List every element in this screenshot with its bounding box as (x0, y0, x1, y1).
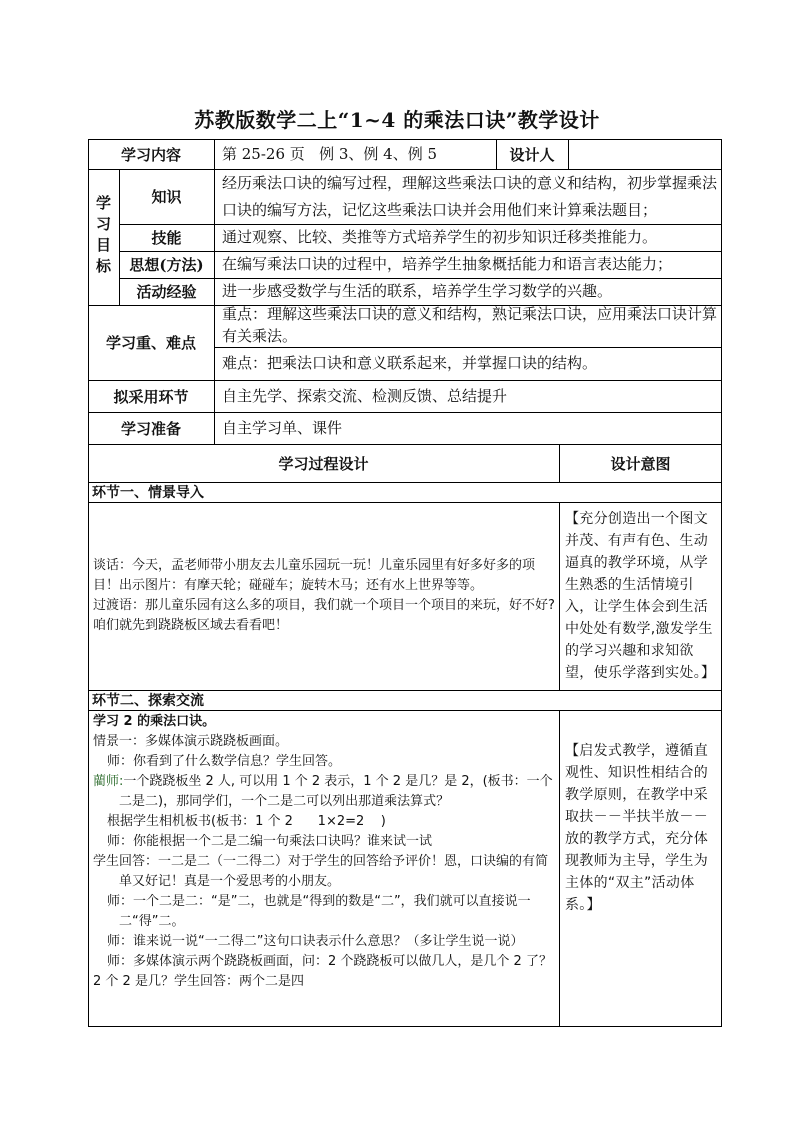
content-value: 第 25-26 页 例 3、例 4、例 5 (222, 144, 438, 163)
goal-text-method: 在编写乘法口诀的过程中，培养学生抽象概括能力和语言表达能力； (222, 255, 673, 273)
section2-subtitle: 学习 2 的乘法口诀。 (93, 714, 216, 729)
section2-line: 根据学生相机板书(板书：1 个 2 1×2=2 ) (107, 814, 386, 829)
section2-line: 情景一：多媒体演示跷跷板画面。 (93, 734, 289, 749)
section2-line: 师：你能根据一个二是二编一句乘法口诀吗？谁来试一试 (107, 834, 433, 849)
designer-label: 设计人 (509, 145, 555, 164)
section2-line: 藺师:一个跷跷板坐 2 人, 可以用 1 个 2 表示，1 个 2 是几？是 2，(板书：一个二是二)，那同学们，一个二是二可以列出那道乘法算式？ (93, 774, 553, 809)
goal-label-experience: 活动经验 (136, 283, 197, 301)
section2-line: 师：你看到了什么数学信息？学生回答。 (107, 754, 342, 769)
prep-value: 自主学习单、课件 (222, 418, 343, 437)
goal-label-method: 思想(方法) (129, 256, 204, 274)
section2-body (93, 712, 555, 992)
section2-line: 学生回答：一二是二（一二得二）对于学生的回答给予评价！恩，口诀编的有简单又好记！真是一个爱思考的小朋友。 (93, 854, 549, 889)
prep-label: 学习准备 (120, 419, 181, 438)
section2-line: 师：多媒体演示两个跷跷板画面，问：2 个跷跷板可以做几人，是几个 2 了？2 个 2 是几？学生回答：两个二是四 (93, 954, 552, 989)
goals-label: 学习目标 (94, 195, 112, 279)
goal-text-knowledge: 经历乘法口诀的编写过程，理解这些乘法口诀的意义和结构，初步掌握乘法口诀的编写方法，记忆这些乘法口诀并会用他们来计算乘法题目； (222, 173, 718, 219)
section2-title: 环节二、探索交流 (92, 693, 204, 709)
section1-line: 谈话：今天，孟老师带小朋友去儿童乐园玩一玩！儿童乐园里有好多好多的项目！出示图片：有摩天轮；碰碰车；旋转木马；还有水上世界等等。 (93, 558, 536, 593)
content-label: 学习内容 (120, 145, 181, 164)
page-title: 苏教版数学二上“1~4 的乘法口诀”教学设计 (194, 108, 600, 132)
section1-intent: 【充分创造出一个图文并茂、有声有色、生动逼真的教学环境，从学生熟悉的生活情境引入，让学生体会到生活中处处有数学,激发学生的学习兴趣和求知欲望，使乐学落到实处。】 (565, 511, 716, 681)
goal-text-experience: 进一步感受数学与生活的联系，培养学生学习数学的兴趣。 (222, 282, 613, 300)
stages-label: 拟采用环节 (113, 387, 189, 406)
stages-value: 自主先学、探索交流、检测反馈、总结提升 (222, 386, 508, 405)
keypoints-label: 学习重、难点 (105, 334, 196, 352)
keypoints-key: 重点：理解这些乘法口诀的意义和结构，熟记乘法口诀，应用乘法口诀计算有关乘法。 (222, 305, 718, 345)
section2-line: 师：一个二是二：“是”二，也就是“得到的数是“二”，我们就可以直接说一二“得”二。 (107, 894, 531, 929)
goal-text-skill: 通过观察、比较、类推等方式培养学生的初步知识迁移类推能力。 (222, 228, 658, 246)
section2-intent: 【启发式教学，遵循直观性、知识性相结合的教学原则，在教学中采取扶－－半扶半放－－放的教学方式，充分体现教师为主导，学生为主体的“双主”活动体系。】 (565, 743, 708, 913)
goal-label-knowledge: 知识 (151, 188, 182, 206)
process-header: 学习过程设计 (278, 454, 369, 473)
speaker-prefix: 藺师: (93, 774, 124, 789)
designer-value (572, 139, 718, 169)
section1-line: 过渡语：那儿童乐园有这么多的项目，我们就一个项目一个项目的来玩，好不好?咱们就先到跷跷板区域去看看吧！ (93, 598, 555, 633)
section1-body (93, 502, 555, 690)
keypoints-difficulty: 难点：把乘法口诀和意义联系起来，并掌握口诀的结构。 (222, 354, 598, 372)
goal-label-skill: 技能 (151, 229, 182, 247)
section1-title: 环节一、情景导入 (92, 485, 204, 501)
intent-header: 设计意图 (610, 454, 671, 473)
section2-line: 师：谁来说一说“一二得二”这句口诀表示什么意思？（多让学生说一说） (107, 934, 524, 949)
